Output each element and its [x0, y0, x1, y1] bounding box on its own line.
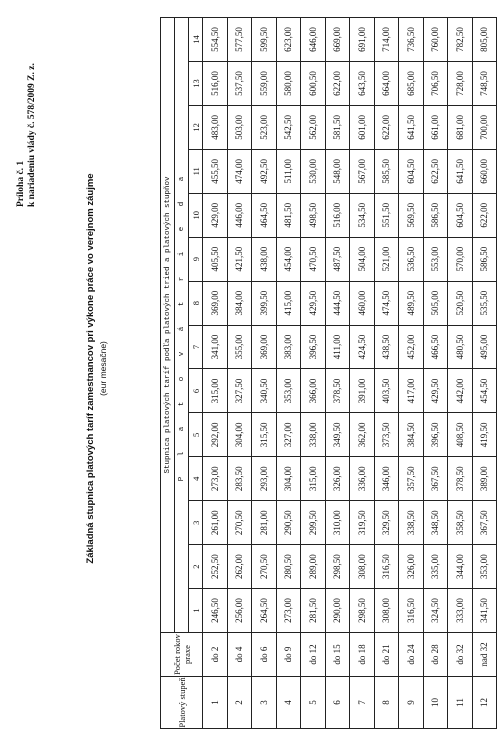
tariff-cell: 530,00: [301, 149, 326, 193]
tariff-cell: 553,00: [423, 237, 448, 281]
tariff-cell: 554,50: [203, 18, 228, 62]
tariff-cell: 669,00: [325, 18, 350, 62]
tariff-cell: 685,00: [399, 62, 424, 106]
tariff-cell: 384,50: [399, 413, 424, 457]
tariff-cell: 396,50: [423, 413, 448, 457]
tariff-cell: 599,50: [252, 18, 277, 62]
grade-cell: 12: [472, 677, 497, 729]
tariff-cell: 357,50: [399, 457, 424, 501]
tariff-cell: 534,50: [350, 193, 375, 237]
table-row: [472, 18, 497, 729]
tariff-cell: 570,00: [448, 237, 473, 281]
years-cell: do 15: [325, 633, 350, 677]
tariff-cell: 600,50: [301, 62, 326, 106]
table-row: [448, 18, 473, 729]
tariff-cell: 681,00: [448, 105, 473, 149]
table-row: [325, 18, 350, 729]
class-number-header: 6: [189, 369, 203, 413]
tariff-cell: 714,00: [374, 18, 399, 62]
tariff-cell: 292,00: [203, 413, 228, 457]
table-row: [227, 18, 252, 729]
tariff-cell: 326,00: [325, 457, 350, 501]
tariff-cell: 290,00: [325, 589, 350, 633]
annex-regulation: k nariadeniu vlády č. 578/2009 Z. z.: [27, 63, 37, 207]
header-years: Počet rokov praxe: [161, 633, 203, 677]
tariff-cell: 378,50: [448, 457, 473, 501]
class-number-header: 3: [189, 501, 203, 545]
tariff-cell: 442,00: [448, 369, 473, 413]
tariff-cell: 367,50: [472, 501, 497, 545]
table-row: [203, 18, 228, 729]
tariff-cell: 340,50: [252, 369, 277, 413]
tariff-cell: 643,50: [350, 62, 375, 106]
tariff-cell: 335,00: [423, 545, 448, 589]
tariff-cell: 283,50: [227, 457, 252, 501]
tariff-cell: 511,00: [276, 149, 301, 193]
years-cell: do 4: [227, 633, 252, 677]
grade-cell: 1: [203, 677, 228, 729]
grade-cell: 5: [301, 677, 326, 729]
tariff-cell: 405,50: [203, 237, 228, 281]
tariff-cell: 252,50: [203, 545, 228, 589]
class-number-header: 13: [189, 62, 203, 106]
table-body: [203, 18, 497, 729]
tariff-cell: 455,50: [203, 149, 228, 193]
grade-cell: 8: [374, 677, 399, 729]
tariff-cell: 378,50: [325, 369, 350, 413]
tariff-cell: 270,50: [227, 501, 252, 545]
tariff-cell: 262,00: [227, 545, 252, 589]
grade-cell: 3: [252, 677, 277, 729]
tariff-cell: 338,50: [399, 501, 424, 545]
class-number-header: 8: [189, 281, 203, 325]
tariff-cell: 660,00: [472, 149, 497, 193]
tariff-cell: 601,00: [350, 105, 375, 149]
tariff-cell: 281,50: [301, 589, 326, 633]
tariff-cell: 281,00: [252, 501, 277, 545]
tariff-cell: 438,00: [252, 237, 277, 281]
tariff-cell: 419,50: [472, 413, 497, 457]
tariff-cell: 523,00: [252, 105, 277, 149]
document-title: Základná stupnica platových taríf zamestnancov pri výkone práce vo verejnom záujme: [85, 173, 96, 564]
tariff-cell: 604,50: [448, 193, 473, 237]
tariff-cell: 326,00: [399, 545, 424, 589]
table-row: [374, 18, 399, 729]
header-scale-group: Stupnica platových taríf podľa platových tried a platových stupňov: [161, 18, 175, 633]
years-cell: do 12: [301, 633, 326, 677]
grade-cell: 10: [423, 677, 448, 729]
table-row: [399, 18, 424, 729]
tariff-cell: 623,00: [276, 18, 301, 62]
salary-table: [160, 17, 497, 729]
tariff-cell: 446,00: [227, 193, 252, 237]
class-number-header: 14: [189, 18, 203, 62]
tariff-cell: 516,00: [325, 193, 350, 237]
tariff-cell: 289,00: [301, 545, 326, 589]
tariff-cell: 316,50: [399, 589, 424, 633]
tariff-cell: 454,00: [276, 237, 301, 281]
tariff-cell: 329,50: [374, 501, 399, 545]
tariff-cell: 782,50: [448, 18, 473, 62]
tariff-cell: 559,00: [252, 62, 277, 106]
tariff-cell: 748,50: [472, 62, 497, 106]
tariff-cell: 622,50: [423, 149, 448, 193]
tariff-cell: 521,00: [374, 237, 399, 281]
tariff-cell: 341,00: [203, 325, 228, 369]
class-number-header: 9: [189, 237, 203, 281]
tariff-cell: 562,00: [301, 105, 326, 149]
tariff-cell: 353,00: [276, 369, 301, 413]
tariff-cell: 358,50: [448, 501, 473, 545]
tariff-cell: 338,00: [301, 413, 326, 457]
table-row: [350, 18, 375, 729]
tariff-cell: 264,50: [252, 589, 277, 633]
header-class-numbers: [189, 18, 203, 729]
tariff-cell: 408,50: [448, 413, 473, 457]
tariff-cell: 353,00: [472, 545, 497, 589]
tariff-cell: 315,50: [252, 413, 277, 457]
tariff-cell: 580,00: [276, 62, 301, 106]
tariff-cell: 542,50: [276, 105, 301, 149]
tariff-cell: 308,00: [350, 545, 375, 589]
tariff-cell: 324,50: [423, 589, 448, 633]
tariff-cell: 585,50: [374, 149, 399, 193]
tariff-cell: 548,00: [325, 149, 350, 193]
tariff-cell: 641,50: [448, 149, 473, 193]
class-number-header: 7: [189, 325, 203, 369]
tariff-cell: 495,00: [472, 325, 497, 369]
years-cell: do 24: [399, 633, 424, 677]
tariff-cell: 551,50: [374, 193, 399, 237]
tariff-cell: 622,00: [374, 105, 399, 149]
tariff-cell: 273,00: [276, 589, 301, 633]
tariff-cell: 760,00: [423, 18, 448, 62]
class-number-header: 10: [189, 193, 203, 237]
tariff-cell: 304,00: [227, 413, 252, 457]
tariff-cell: 622,00: [325, 62, 350, 106]
tariff-cell: 480,50: [448, 325, 473, 369]
tariff-cell: 391,00: [350, 369, 375, 413]
years-cell: nad 32: [472, 633, 497, 677]
tariff-cell: 429,50: [301, 281, 326, 325]
tariff-cell: 498,50: [301, 193, 326, 237]
tariff-cell: 474,50: [374, 281, 399, 325]
tariff-cell: 290,50: [276, 501, 301, 545]
tariff-cell: 460,00: [350, 281, 375, 325]
tariff-cell: 415,00: [276, 281, 301, 325]
class-number-header: 5: [189, 413, 203, 457]
tariff-cell: 504,00: [350, 237, 375, 281]
tariff-cell: 355,00: [227, 325, 252, 369]
tariff-cell: 396,50: [301, 325, 326, 369]
unit-note: (eur mesačne): [98, 341, 108, 396]
tariff-cell: 344,00: [448, 545, 473, 589]
grade-cell: 6: [325, 677, 350, 729]
tariff-cell: 661,00: [423, 105, 448, 149]
tariff-cell: 369,00: [203, 281, 228, 325]
table-row: [423, 18, 448, 729]
tariff-cell: 299,50: [301, 501, 326, 545]
tariff-cell: 373,50: [374, 413, 399, 457]
table-row: [276, 18, 301, 729]
table-row: [252, 18, 277, 729]
tariff-cell: 444,50: [325, 281, 350, 325]
tariff-cell: 280,50: [276, 545, 301, 589]
tariff-cell: 399,50: [252, 281, 277, 325]
tariff-cell: 319,50: [350, 501, 375, 545]
tariff-cell: 261,00: [203, 501, 228, 545]
tariff-cell: 581,50: [325, 105, 350, 149]
tariff-cell: 315,00: [301, 457, 326, 501]
tariff-cell: 308,00: [374, 589, 399, 633]
tariff-cell: 429,50: [423, 369, 448, 413]
tariff-cell: 700,00: [472, 105, 497, 149]
tariff-cell: 349,50: [325, 413, 350, 457]
tariff-cell: 604,50: [399, 149, 424, 193]
tariff-cell: 452,00: [399, 325, 424, 369]
grade-cell: 2: [227, 677, 252, 729]
class-number-header: 1: [189, 589, 203, 633]
tariff-cell: 577,50: [227, 18, 252, 62]
tariff-cell: 333,00: [448, 589, 473, 633]
tariff-cell: 622,00: [472, 193, 497, 237]
grade-cell: 4: [276, 677, 301, 729]
tariff-cell: 466,50: [423, 325, 448, 369]
tariff-cell: 417,00: [399, 369, 424, 413]
tariff-cell: 569,50: [399, 193, 424, 237]
tariff-cell: 505,00: [423, 281, 448, 325]
years-cell: do 9: [276, 633, 301, 677]
tariff-cell: 389,00: [472, 457, 497, 501]
tariff-cell: 464,50: [252, 193, 277, 237]
tariff-cell: 298,50: [325, 545, 350, 589]
tariff-cell: 316,50: [374, 545, 399, 589]
grade-cell: 11: [448, 677, 473, 729]
tariff-cell: 706,50: [423, 62, 448, 106]
tariff-cell: 310,00: [325, 501, 350, 545]
tariff-cell: 586,50: [472, 237, 497, 281]
tariff-cell: 384,00: [227, 281, 252, 325]
tariff-cell: 383,00: [276, 325, 301, 369]
tariff-cell: 664,00: [374, 62, 399, 106]
grade-cell: 9: [399, 677, 424, 729]
tariff-cell: 403,50: [374, 369, 399, 413]
tariff-cell: 327,50: [227, 369, 252, 413]
tariff-cell: 273,00: [203, 457, 228, 501]
annex-number: Príloha č. 1: [16, 160, 26, 207]
tariff-cell: 367,50: [423, 457, 448, 501]
class-number-header: 2: [189, 545, 203, 589]
years-cell: do 6: [252, 633, 277, 677]
tariff-cell: 691,00: [350, 18, 375, 62]
tariff-cell: 483,00: [203, 105, 228, 149]
header-grade: Platový stupeň: [161, 677, 203, 729]
class-number-header: 4: [189, 457, 203, 501]
tariff-cell: 336,00: [350, 457, 375, 501]
header-class-label: P l a t o v á t r i e d a: [175, 18, 189, 633]
tariff-cell: 315,00: [203, 369, 228, 413]
tariff-cell: 489,50: [399, 281, 424, 325]
years-cell: do 32: [448, 633, 473, 677]
tariff-cell: 348,50: [423, 501, 448, 545]
tariff-cell: 246,50: [203, 589, 228, 633]
class-number-header: 12: [189, 105, 203, 149]
tariff-cell: 424,50: [350, 325, 375, 369]
tariff-cell: 327,00: [276, 413, 301, 457]
tariff-cell: 438,50: [374, 325, 399, 369]
tariff-cell: 346,00: [374, 457, 399, 501]
tariff-cell: 736,50: [399, 18, 424, 62]
tariff-cell: 362,00: [350, 413, 375, 457]
years-cell: do 21: [374, 633, 399, 677]
tariff-cell: 411,00: [325, 325, 350, 369]
tariff-cell: 586,50: [423, 193, 448, 237]
tariff-cell: 516,00: [203, 62, 228, 106]
tariff-cell: 470,50: [301, 237, 326, 281]
tariff-cell: 805,00: [472, 18, 497, 62]
tariff-cell: 454,50: [472, 369, 497, 413]
tariff-cell: 503,00: [227, 105, 252, 149]
tariff-cell: 567,00: [350, 149, 375, 193]
tariff-cell: 535,50: [472, 281, 497, 325]
tariff-cell: 728,00: [448, 62, 473, 106]
tariff-cell: 481,50: [276, 193, 301, 237]
years-cell: do 28: [423, 633, 448, 677]
years-cell: do 2: [203, 633, 228, 677]
tariff-cell: 270,50: [252, 545, 277, 589]
tariff-cell: 474,00: [227, 149, 252, 193]
tariff-cell: 536,50: [399, 237, 424, 281]
tariff-cell: 537,50: [227, 62, 252, 106]
annex-label: [16, 7, 38, 207]
tariff-cell: 304,00: [276, 457, 301, 501]
table-row: [301, 18, 326, 729]
class-number-header: 11: [189, 149, 203, 193]
tariff-cell: 256,00: [227, 589, 252, 633]
tariff-cell: 341,50: [472, 589, 497, 633]
tariff-cell: 298,50: [350, 589, 375, 633]
grade-cell: 7: [350, 677, 375, 729]
tariff-cell: 520,50: [448, 281, 473, 325]
tariff-cell: 421,50: [227, 237, 252, 281]
tariff-cell: 429,00: [203, 193, 228, 237]
tariff-cell: 646,00: [301, 18, 326, 62]
tariff-cell: 293,00: [252, 457, 277, 501]
tariff-cell: 487,50: [325, 237, 350, 281]
tariff-cell: 366,00: [301, 369, 326, 413]
tariff-cell: 492,50: [252, 149, 277, 193]
years-cell: do 18: [350, 633, 375, 677]
tariff-cell: 369,00: [252, 325, 277, 369]
tariff-cell: 641,50: [399, 105, 424, 149]
